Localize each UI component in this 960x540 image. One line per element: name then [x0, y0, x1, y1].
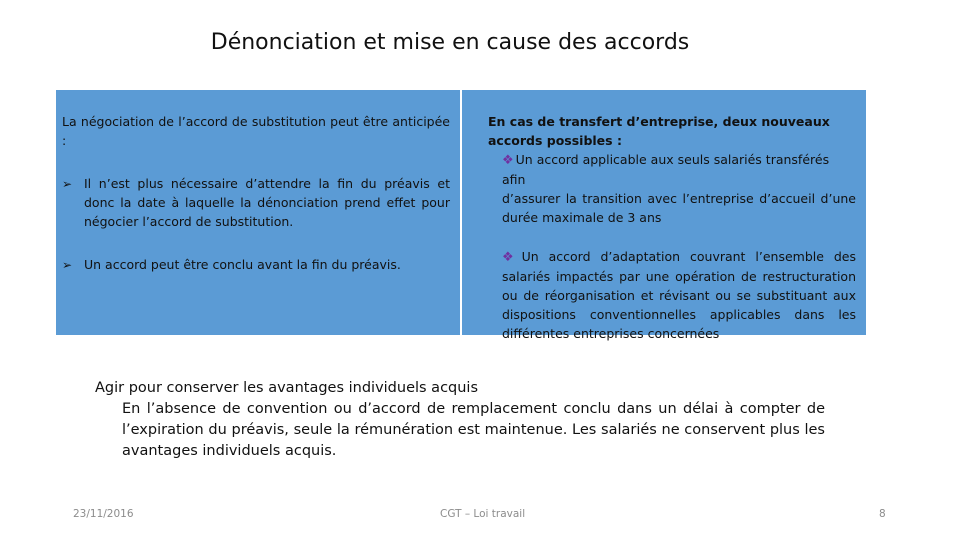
footer-page-number: 8	[879, 508, 886, 520]
bottom-section	[95, 378, 825, 462]
arrow-bullet-icon: ➢	[62, 177, 73, 191]
slide-title: Dénonciation et mise en cause des accords	[210, 30, 690, 55]
diamond-bullet-icon: ❖	[502, 153, 514, 168]
right-panel-intro: En cas de transfert d’entreprise, deux nouveaux accords possibles :	[488, 114, 830, 148]
right-item-1-rest: d’assurer la transition avec l’entreprise d’accueil d’une durée maximale de 3 ans	[502, 191, 856, 225]
footer-title: CGT – Loi travail	[440, 508, 526, 520]
bottom-body: En l’absence de convention ou d’accord de remplacement conclu dans un délai à compter de l’expiration du préavis, seule la rémunération est maintenue. Les salariés ne conservent plus les avantages individuels acquis.	[122, 401, 825, 459]
left-bullet-2	[62, 255, 450, 275]
diamond-bullet-icon: ❖	[502, 250, 520, 265]
left-panel	[56, 90, 460, 335]
left-bullet-1	[62, 174, 450, 231]
right-item-1	[488, 150, 856, 227]
right-panel	[462, 90, 866, 341]
right-item-2-first-line: Un accord d’adaptation couvrant l’ensemble des	[521, 249, 857, 264]
left-bullet-1-text: Il n’est plus nécessaire d’attendre la fin du préavis et donc la date à laquelle la dénonciation prend effet pour négocier l’accord de substitution.	[84, 176, 450, 229]
left-bullet-2-text: Un accord peut être conclu avant la fin du préavis.	[84, 257, 401, 272]
footer-date: 23/11/2016	[73, 508, 134, 520]
right-item-2-rest: salariés impactés par une opération de restructuration ou de réorganisation et révisant ou se substituant aux dispositions conventionnelles applicables dans les différentes entreprises concernées	[502, 269, 856, 341]
bottom-heading: Agir pour conserver les avantages individuels acquis	[95, 380, 479, 396]
arrow-bullet-icon: ➢	[62, 258, 73, 272]
left-panel-intro: La négociation de l’accord de substitution peut être anticipée :	[62, 114, 450, 148]
right-item-2	[488, 247, 856, 343]
right-item-1-first-line: Un accord applicable aux seuls salariés transférés afin	[502, 152, 830, 187]
